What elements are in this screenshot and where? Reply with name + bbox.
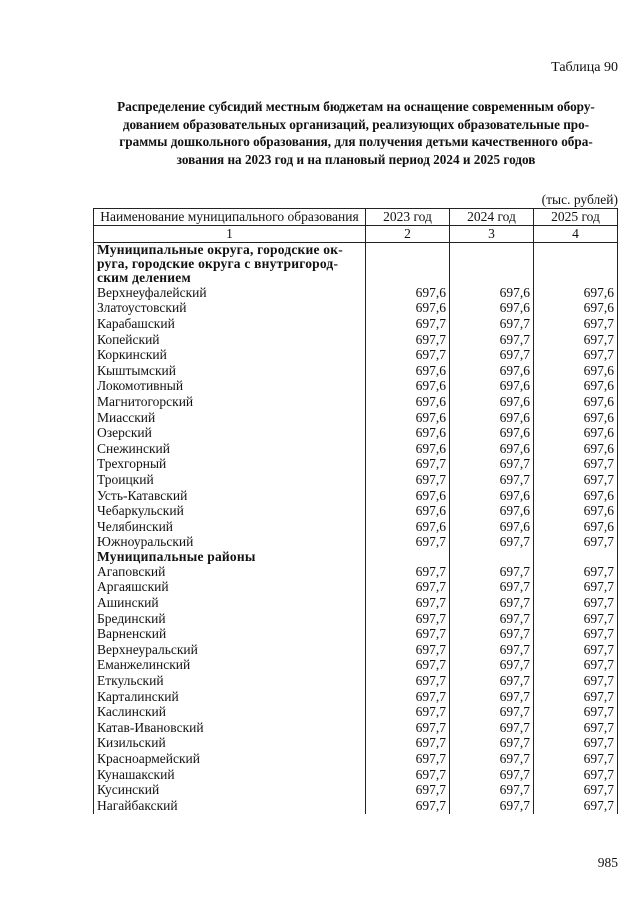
value-2023: 697,6 (366, 503, 450, 519)
value-2023: 697,7 (366, 704, 450, 720)
value-2025: 697,6 (534, 363, 618, 379)
value-2024: 697,7 (450, 689, 534, 705)
table-row (94, 767, 618, 783)
table-row (94, 782, 618, 798)
table-row (94, 332, 618, 348)
value-2023: 697,6 (366, 441, 450, 457)
value-2025: 697,6 (534, 410, 618, 426)
empty-cell (366, 550, 450, 564)
empty-cell (450, 550, 534, 564)
value-2025: 697,7 (534, 472, 618, 488)
value-2023: 697,7 (366, 347, 450, 363)
municipality-name: Брединский (94, 611, 366, 627)
value-2023: 697,7 (366, 611, 450, 627)
value-2024: 697,6 (450, 394, 534, 410)
value-2023: 697,7 (366, 751, 450, 767)
value-2025: 697,6 (534, 488, 618, 504)
table-row (94, 689, 618, 705)
table-number-label: Таблица 90 (551, 60, 618, 75)
municipality-name: Озерский (94, 425, 366, 441)
value-2025: 697,6 (534, 394, 618, 410)
municipality-name: Копейский (94, 332, 366, 348)
table-row (94, 736, 618, 752)
value-2023: 697,6 (366, 363, 450, 379)
value-2023: 697,7 (366, 736, 450, 752)
value-2024: 697,7 (450, 658, 534, 674)
document-title (96, 98, 616, 168)
title-line: дованием образовательных организаций, реализующих образовательные про- (122, 116, 590, 132)
table-row (94, 472, 618, 488)
section-heading: ским делением (94, 271, 366, 285)
value-2023: 697,7 (366, 782, 450, 798)
value-2024: 697,7 (450, 720, 534, 736)
value-2023: 697,6 (366, 425, 450, 441)
column-number: 2 (366, 226, 450, 243)
section-row (94, 243, 618, 258)
municipality-name: Катав-Ивановский (94, 720, 366, 736)
section-row (94, 257, 618, 271)
empty-cell (450, 243, 534, 258)
value-2024: 697,7 (450, 736, 534, 752)
table-row (94, 642, 618, 658)
table-row (94, 673, 618, 689)
municipality-name: Локомотивный (94, 379, 366, 395)
value-2024: 697,6 (450, 503, 534, 519)
column-header-2024: 2024 год (450, 209, 534, 226)
table-row (94, 798, 618, 814)
municipality-name: Трехгорный (94, 457, 366, 473)
value-2025: 697,7 (534, 689, 618, 705)
municipality-name: Кыштымский (94, 363, 366, 379)
empty-cell (366, 271, 450, 285)
value-2023: 697,7 (366, 689, 450, 705)
value-2024: 697,7 (450, 535, 534, 551)
value-2024: 697,7 (450, 457, 534, 473)
value-2023: 697,7 (366, 535, 450, 551)
value-2024: 697,6 (450, 410, 534, 426)
table-row (94, 658, 618, 674)
value-2025: 697,7 (534, 704, 618, 720)
value-2025: 697,7 (534, 798, 618, 814)
municipality-name: Усть-Катавский (94, 488, 366, 504)
value-2023: 697,7 (366, 332, 450, 348)
table-row (94, 363, 618, 379)
value-2024: 697,7 (450, 704, 534, 720)
value-2024: 697,6 (450, 488, 534, 504)
value-2023: 697,7 (366, 767, 450, 783)
municipality-name: Троицкий (94, 472, 366, 488)
value-2024: 697,7 (450, 564, 534, 580)
municipality-name: Еманжелинский (94, 658, 366, 674)
municipality-name: Чебаркульский (94, 503, 366, 519)
value-2025: 697,7 (534, 751, 618, 767)
value-2025: 697,6 (534, 425, 618, 441)
section-heading: Муниципальные районы (94, 550, 366, 564)
municipality-name: Ашинский (94, 595, 366, 611)
value-2023: 697,6 (366, 301, 450, 317)
municipality-name: Верхнеуральский (94, 642, 366, 658)
empty-cell (534, 257, 618, 271)
value-2025: 697,7 (534, 720, 618, 736)
value-2023: 697,6 (366, 519, 450, 535)
value-2024: 697,7 (450, 347, 534, 363)
table-row (94, 564, 618, 580)
empty-cell (450, 257, 534, 271)
value-2025: 697,7 (534, 535, 618, 551)
value-2025: 697,7 (534, 457, 618, 473)
table-row (94, 394, 618, 410)
value-2024: 697,6 (450, 285, 534, 301)
title-line: Распределение субсидий местным бюджетам на оснащение современным обору- (117, 99, 595, 114)
value-2024: 697,7 (450, 580, 534, 596)
value-2025: 697,7 (534, 626, 618, 642)
column-header-2023: 2023 год (366, 209, 450, 226)
table-row (94, 425, 618, 441)
value-2023: 697,7 (366, 580, 450, 596)
value-2023: 697,6 (366, 488, 450, 504)
value-2024: 697,7 (450, 472, 534, 488)
value-2025: 697,7 (534, 611, 618, 627)
value-2023: 697,6 (366, 285, 450, 301)
page-number: 985 (597, 855, 618, 870)
table-body (94, 243, 618, 814)
table-row (94, 751, 618, 767)
value-2024: 697,6 (450, 301, 534, 317)
column-number-row (94, 226, 618, 243)
value-2024: 697,7 (450, 673, 534, 689)
value-2024: 697,7 (450, 595, 534, 611)
section-row (94, 550, 618, 564)
table-row (94, 580, 618, 596)
value-2024: 697,6 (450, 379, 534, 395)
table-row (94, 595, 618, 611)
value-2024: 697,7 (450, 798, 534, 814)
value-2023: 697,7 (366, 316, 450, 332)
value-2024: 697,7 (450, 316, 534, 332)
table-row (94, 626, 618, 642)
municipality-name: Златоустовский (94, 301, 366, 317)
table-row (94, 457, 618, 473)
value-2023: 697,7 (366, 457, 450, 473)
municipality-name: Нагайбакский (94, 798, 366, 814)
value-2023: 697,6 (366, 394, 450, 410)
table-row (94, 535, 618, 551)
municipality-name: Еткульский (94, 673, 366, 689)
value-2023: 697,7 (366, 720, 450, 736)
value-2023: 697,6 (366, 379, 450, 395)
municipality-name: Карталинский (94, 689, 366, 705)
value-2024: 697,6 (450, 363, 534, 379)
value-2024: 697,7 (450, 626, 534, 642)
value-2023: 697,7 (366, 798, 450, 814)
municipality-name: Кизильский (94, 736, 366, 752)
value-2024: 697,7 (450, 767, 534, 783)
municipality-name: Аргаяшский (94, 580, 366, 596)
title-line: граммы дошкольного образования, для получения детьми качественного обра- (119, 134, 593, 149)
empty-cell (366, 257, 450, 271)
value-2024: 697,6 (450, 441, 534, 457)
value-2025: 697,6 (534, 285, 618, 301)
value-2024: 697,7 (450, 751, 534, 767)
value-2023: 697,7 (366, 472, 450, 488)
municipality-name: Коркинский (94, 347, 366, 363)
value-2025: 697,6 (534, 519, 618, 535)
empty-cell (366, 243, 450, 258)
section-heading: руга, городские округа с внутригород- (94, 257, 366, 271)
value-2025: 697,7 (534, 347, 618, 363)
section-heading: Муниципальные округа, городские ок- (94, 243, 366, 258)
value-2025: 697,7 (534, 767, 618, 783)
empty-cell (450, 271, 534, 285)
value-2023: 697,7 (366, 595, 450, 611)
value-2025: 697,7 (534, 736, 618, 752)
value-2025: 697,7 (534, 673, 618, 689)
table-row (94, 488, 618, 504)
table-row (94, 503, 618, 519)
municipality-name: Карабашский (94, 316, 366, 332)
table-row (94, 704, 618, 720)
header-row (94, 209, 618, 226)
value-2025: 697,7 (534, 642, 618, 658)
municipality-name: Южноуральский (94, 535, 366, 551)
value-2023: 697,7 (366, 626, 450, 642)
table-row (94, 379, 618, 395)
municipality-name: Агаповский (94, 564, 366, 580)
units-label: (тыс. рублей) (541, 192, 618, 207)
municipality-name: Каслинский (94, 704, 366, 720)
value-2025: 697,6 (534, 301, 618, 317)
table-row (94, 347, 618, 363)
empty-cell (534, 243, 618, 258)
value-2024: 697,6 (450, 425, 534, 441)
value-2025: 697,7 (534, 332, 618, 348)
table-row (94, 720, 618, 736)
table-row (94, 519, 618, 535)
section-row (94, 271, 618, 285)
table-row (94, 285, 618, 301)
municipality-name: Верхнеуфалейский (94, 285, 366, 301)
municipality-name: Варненский (94, 626, 366, 642)
column-number: 4 (534, 226, 618, 243)
value-2024: 697,7 (450, 642, 534, 658)
municipality-name: Кусинский (94, 782, 366, 798)
municipality-name: Снежинский (94, 441, 366, 457)
value-2024: 697,6 (450, 519, 534, 535)
table-row (94, 316, 618, 332)
municipality-name: Кунашакский (94, 767, 366, 783)
table-row (94, 441, 618, 457)
table-row (94, 301, 618, 317)
value-2025: 697,7 (534, 316, 618, 332)
value-2025: 697,7 (534, 580, 618, 596)
value-2024: 697,7 (450, 611, 534, 627)
value-2025: 697,6 (534, 503, 618, 519)
column-number: 3 (450, 226, 534, 243)
table-row (94, 410, 618, 426)
value-2024: 697,7 (450, 332, 534, 348)
municipality-name: Миасский (94, 410, 366, 426)
column-header-2025: 2025 год (534, 209, 618, 226)
value-2023: 697,6 (366, 410, 450, 426)
value-2025: 697,7 (534, 564, 618, 580)
value-2024: 697,7 (450, 782, 534, 798)
value-2023: 697,7 (366, 658, 450, 674)
subsidy-table (93, 208, 618, 814)
table-row (94, 611, 618, 627)
title-line: зования на 2023 год и на плановый период 2024 и 2025 годов (176, 151, 536, 167)
value-2025: 697,6 (534, 441, 618, 457)
value-2023: 697,7 (366, 642, 450, 658)
empty-cell (534, 550, 618, 564)
value-2025: 697,7 (534, 658, 618, 674)
municipality-name: Челябинский (94, 519, 366, 535)
column-header-name: Наименование муниципального образования (94, 209, 366, 226)
value-2023: 697,7 (366, 673, 450, 689)
value-2025: 697,6 (534, 379, 618, 395)
value-2025: 697,7 (534, 782, 618, 798)
value-2023: 697,7 (366, 564, 450, 580)
table-header (94, 209, 618, 243)
municipality-name: Красноармейский (94, 751, 366, 767)
empty-cell (534, 271, 618, 285)
value-2025: 697,7 (534, 595, 618, 611)
municipality-name: Магнитогорский (94, 394, 366, 410)
column-number: 1 (94, 226, 366, 243)
